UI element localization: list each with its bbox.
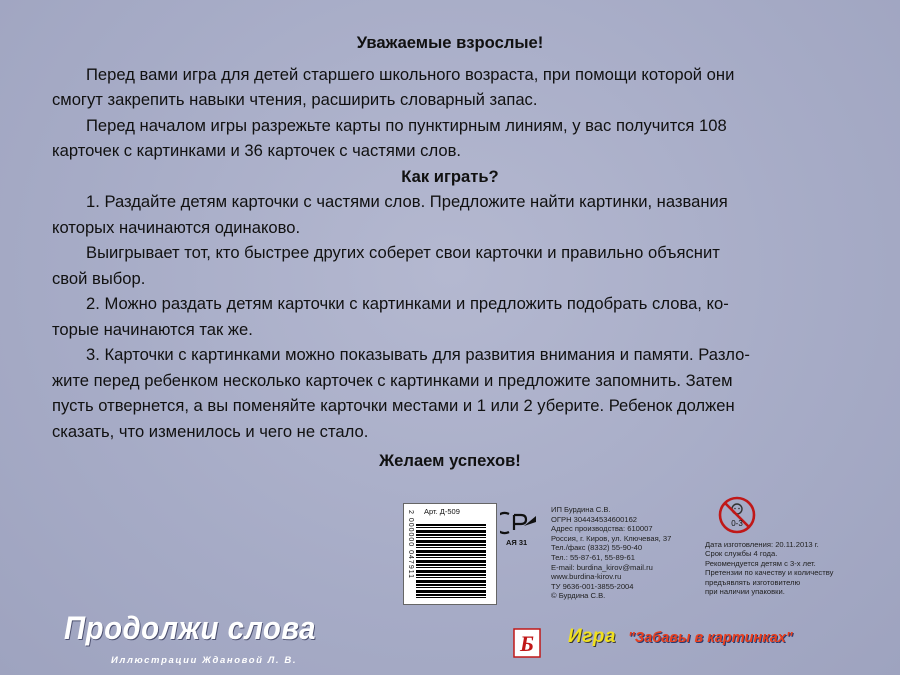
rule-1-line-2: которых начинаются одинаково. bbox=[52, 217, 301, 237]
manufacture-line: Претензии по качеству и количеству bbox=[705, 568, 834, 578]
instructions-text bbox=[52, 30, 848, 444]
rule-3-line-2: жите перед ребенком несколько карточек с картинками и предложите запомнить. Затем bbox=[52, 370, 733, 390]
rule-2-paragraph bbox=[52, 291, 848, 342]
manufacture-line: при наличии упаковки. bbox=[705, 587, 785, 597]
publisher-logo-icon bbox=[513, 628, 541, 658]
age-warning-icon bbox=[717, 495, 757, 535]
manufacture-line: предъявлять изготовителю bbox=[705, 577, 801, 587]
rule-3-line-3: пусть отвернется, а вы поменяйте карточки местами и 1 или 2 уберите. Ребенок должен bbox=[52, 396, 735, 415]
series-name: "Забавы в картинках" bbox=[628, 630, 793, 646]
publisher-line: ИП Бурдина С.В. bbox=[551, 505, 611, 514]
logo-letter: Б bbox=[520, 631, 534, 656]
intro-1-line-1: Перед вами игра для детей старшего школьного возраста, при помощи которой они bbox=[86, 64, 735, 84]
wish-text: Желаем успехов! bbox=[379, 451, 521, 470]
certification-mark-icon bbox=[500, 510, 538, 536]
intro-2-line-1: Перед началом игры разрежьте карты по пунктирным линиям, у вас получится 108 bbox=[86, 115, 727, 135]
barcode-label bbox=[403, 503, 497, 605]
publisher-line: Адрес производства: 610007 bbox=[551, 524, 653, 534]
rule-1-line-1: 1. Раздайте детям карточки с частями слов. Предложите найти картинки, названия bbox=[86, 192, 728, 211]
publisher-line: ТУ 9636-001-3855-2004 bbox=[551, 581, 634, 591]
illustrator-credit: Иллюстрации Ждановой Л. В. bbox=[111, 655, 298, 666]
intro-2-line-2: карточек с картинками и 36 карточек с частями слов. bbox=[52, 141, 461, 160]
barcode-icon bbox=[416, 524, 486, 600]
intro-paragraph-2 bbox=[52, 113, 848, 164]
intro-paragraph-1 bbox=[52, 62, 848, 113]
certification-code: АЯ 31 bbox=[506, 538, 528, 547]
publisher-info bbox=[551, 505, 671, 601]
publisher-line: Тел.: 55-87-61, 55-89-61 bbox=[551, 552, 635, 562]
rule-2-line-1: 2. Можно раздать детям карточки с картинками и предложить подобрать слова, ко- bbox=[86, 294, 729, 313]
article-number: Арт. Д-509 bbox=[424, 507, 460, 516]
rule-win-paragraph bbox=[52, 240, 848, 291]
rule-1-paragraph bbox=[52, 189, 848, 240]
game-title: Продолжи слова bbox=[64, 610, 316, 646]
series-prefix: Игра bbox=[568, 626, 616, 647]
publisher-line: Тел./факс (8332) 55-90-40 bbox=[551, 543, 643, 553]
rule-3-line-4: сказать, что изменилось и чего не стало. bbox=[52, 421, 369, 441]
publisher-line: Россия, г. Киров, ул. Ключевая, 37 bbox=[551, 533, 672, 543]
rule-2-line-2: торые начинаются так же. bbox=[52, 319, 253, 339]
publisher-line: E-mail: burdina_kirov@mail.ru bbox=[551, 562, 653, 572]
intro-1-line-2: смогут закрепить навыки чтения, расширить словарный запас. bbox=[52, 90, 538, 109]
rule-win-line-2: свой выбор. bbox=[52, 268, 146, 288]
manufacture-line: Срок службы 4 года. bbox=[705, 549, 778, 559]
age-warning-label: 0-3 bbox=[731, 519, 743, 528]
publisher-line: © Бурдина С.В. bbox=[551, 591, 606, 601]
manufacture-line: Рекомендуется детям с 3-х лет. bbox=[705, 558, 816, 568]
publisher-line: ОГРН 304434534600162 bbox=[551, 514, 638, 524]
publisher-line: www.burdina-kirov.ru bbox=[551, 572, 622, 582]
how-to-play-heading: Как играть? bbox=[401, 166, 499, 186]
rule-win-line-1: Выигрывает тот, кто быстрее других соберет свои карточки и правильно объяснит bbox=[86, 243, 720, 262]
greeting-heading: Уважаемые взрослые! bbox=[356, 33, 544, 52]
rule-3-line-1: 3. Карточки с картинками можно показывать для развития внимания и памяти. Разло- bbox=[86, 345, 750, 364]
barcode-number: 2 000000 047911 bbox=[407, 510, 414, 579]
manufacture-info bbox=[705, 540, 833, 596]
manufacture-line: Дата изготовления: 20.11.2013 г. bbox=[705, 540, 819, 549]
rule-3-paragraph bbox=[52, 342, 848, 444]
